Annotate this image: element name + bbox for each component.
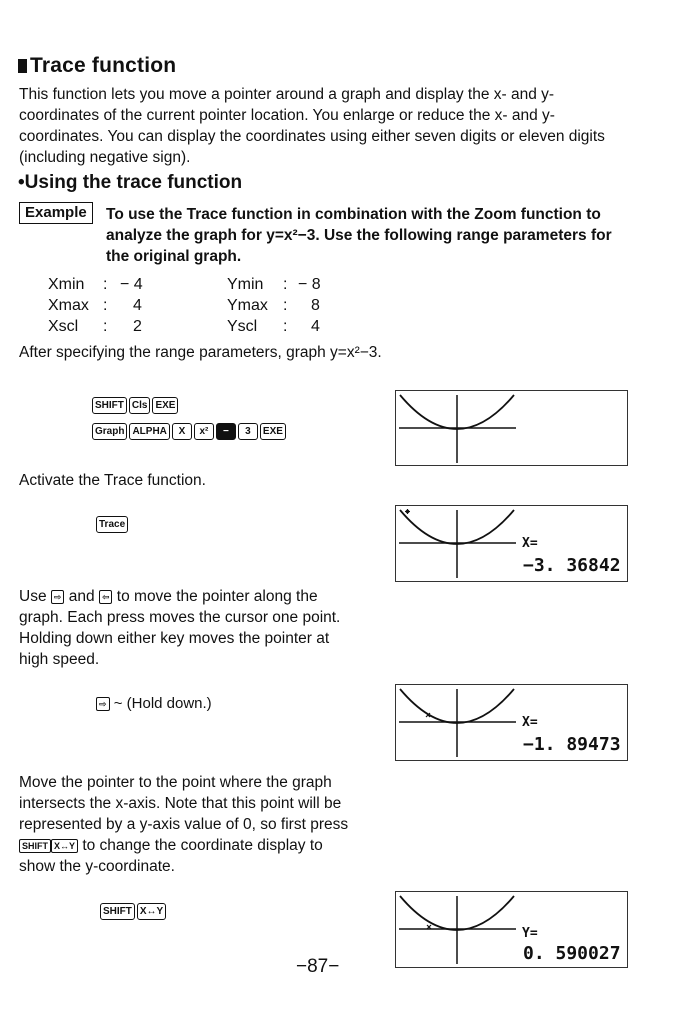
sep: : bbox=[283, 318, 288, 335]
activate-text: Activate the Trace function. bbox=[19, 472, 206, 489]
example-badge: Example bbox=[19, 202, 93, 224]
right-arrow-key[interactable]: ⇨ bbox=[96, 697, 110, 711]
intersect-paragraph: Move the pointer to the point where the graph intersects the x-axis. Note that this point will be represented by a y-axis value of 0, so first press SHIFT X↔Y to change the coordinate display to show the y-coordinate. bbox=[19, 774, 349, 875]
xmax-value: 4 bbox=[133, 297, 142, 314]
coord-value: −3. 36842 bbox=[523, 555, 621, 576]
page-number: −87− bbox=[296, 956, 340, 977]
calc-screen-3 bbox=[395, 684, 628, 761]
sep: : bbox=[283, 297, 288, 314]
bullet-square-icon bbox=[18, 59, 27, 73]
key-minus[interactable]: − bbox=[216, 423, 236, 440]
key-trace[interactable]: Trace bbox=[96, 516, 128, 533]
calc-screen-2 bbox=[395, 505, 628, 582]
sep: : bbox=[283, 276, 288, 293]
subheading: •Using the trace function bbox=[18, 172, 243, 193]
key-exe[interactable]: EXE bbox=[152, 397, 178, 414]
coord-label: X= bbox=[522, 536, 538, 551]
xmin-label: Xmin bbox=[48, 276, 85, 293]
sep: : bbox=[103, 276, 108, 293]
sep: : bbox=[103, 318, 108, 335]
ymax-label: Ymax bbox=[227, 297, 268, 314]
key-sequence-2 bbox=[92, 423, 286, 440]
key-alpha[interactable]: ALPHA bbox=[129, 423, 169, 440]
coord-label: Y= bbox=[522, 926, 538, 941]
xscl-label: Xscl bbox=[48, 318, 79, 335]
key-graph[interactable]: Graph bbox=[92, 423, 127, 440]
key-x-squared[interactable]: x² bbox=[194, 423, 214, 440]
section-heading: Trace function bbox=[18, 54, 176, 78]
xmin-value: − 4 bbox=[120, 276, 143, 293]
move-paragraph: Use ⇨ and ⇦ to move the pointer along the graph. Each press moves the cursor one point. Holding down either key moves the pointer at high speed. bbox=[19, 588, 341, 668]
calc-screen-1 bbox=[395, 390, 628, 466]
yscl-label: Yscl bbox=[227, 318, 258, 335]
intro-paragraph: This function lets you move a pointer around a graph and display the x- and y-coordinates of the current pointer location. You enlarge or reduce the x- and y-coordinates. You can display the coordinates using either seven digits or eleven digits (including negative sign). bbox=[19, 86, 605, 166]
trace-key-seq bbox=[96, 516, 128, 533]
calc-screen-4 bbox=[395, 891, 628, 968]
after-text: After specifying the range parameters, graph y=x²−3. bbox=[19, 344, 382, 361]
hold-instruction: ⇨ ~ (Hold down.) bbox=[96, 695, 212, 712]
sep: : bbox=[103, 297, 108, 314]
ymin-value: − 8 bbox=[298, 276, 321, 293]
right-arrow-key[interactable]: ⇨ bbox=[51, 590, 65, 604]
key-cls[interactable]: Cls bbox=[129, 397, 151, 414]
coord-label: X= bbox=[522, 715, 538, 730]
key-x-y-swap[interactable]: X↔Y bbox=[51, 839, 78, 853]
coord-value: 0. 590027 bbox=[523, 943, 621, 964]
xmax-label: Xmax bbox=[48, 297, 89, 314]
graph-parabola bbox=[396, 391, 627, 465]
key-shift[interactable]: SHIFT bbox=[100, 903, 135, 920]
example-text: To use the Trace function in combination with the Zoom function to analyze the graph for y=x²−3. Use the following range parameters for the original graph. bbox=[106, 206, 612, 265]
key-shift[interactable]: SHIFT bbox=[92, 397, 127, 414]
xscl-value: 2 bbox=[133, 318, 142, 335]
yscl-value: 4 bbox=[311, 318, 320, 335]
left-arrow-key[interactable]: ⇦ bbox=[99, 590, 113, 604]
xy-key-seq bbox=[100, 903, 166, 920]
ymax-value: 8 bbox=[311, 297, 320, 314]
key-exe[interactable]: EXE bbox=[260, 423, 286, 440]
key-sequence-1 bbox=[92, 397, 178, 414]
key-x-y-swap[interactable]: X↔Y bbox=[137, 903, 166, 920]
ymin-label: Ymin bbox=[227, 276, 264, 293]
key-x[interactable]: X bbox=[172, 423, 192, 440]
key-3[interactable]: 3 bbox=[238, 423, 258, 440]
key-shift[interactable]: SHIFT bbox=[19, 839, 51, 853]
coord-value: −1. 89473 bbox=[523, 734, 621, 755]
